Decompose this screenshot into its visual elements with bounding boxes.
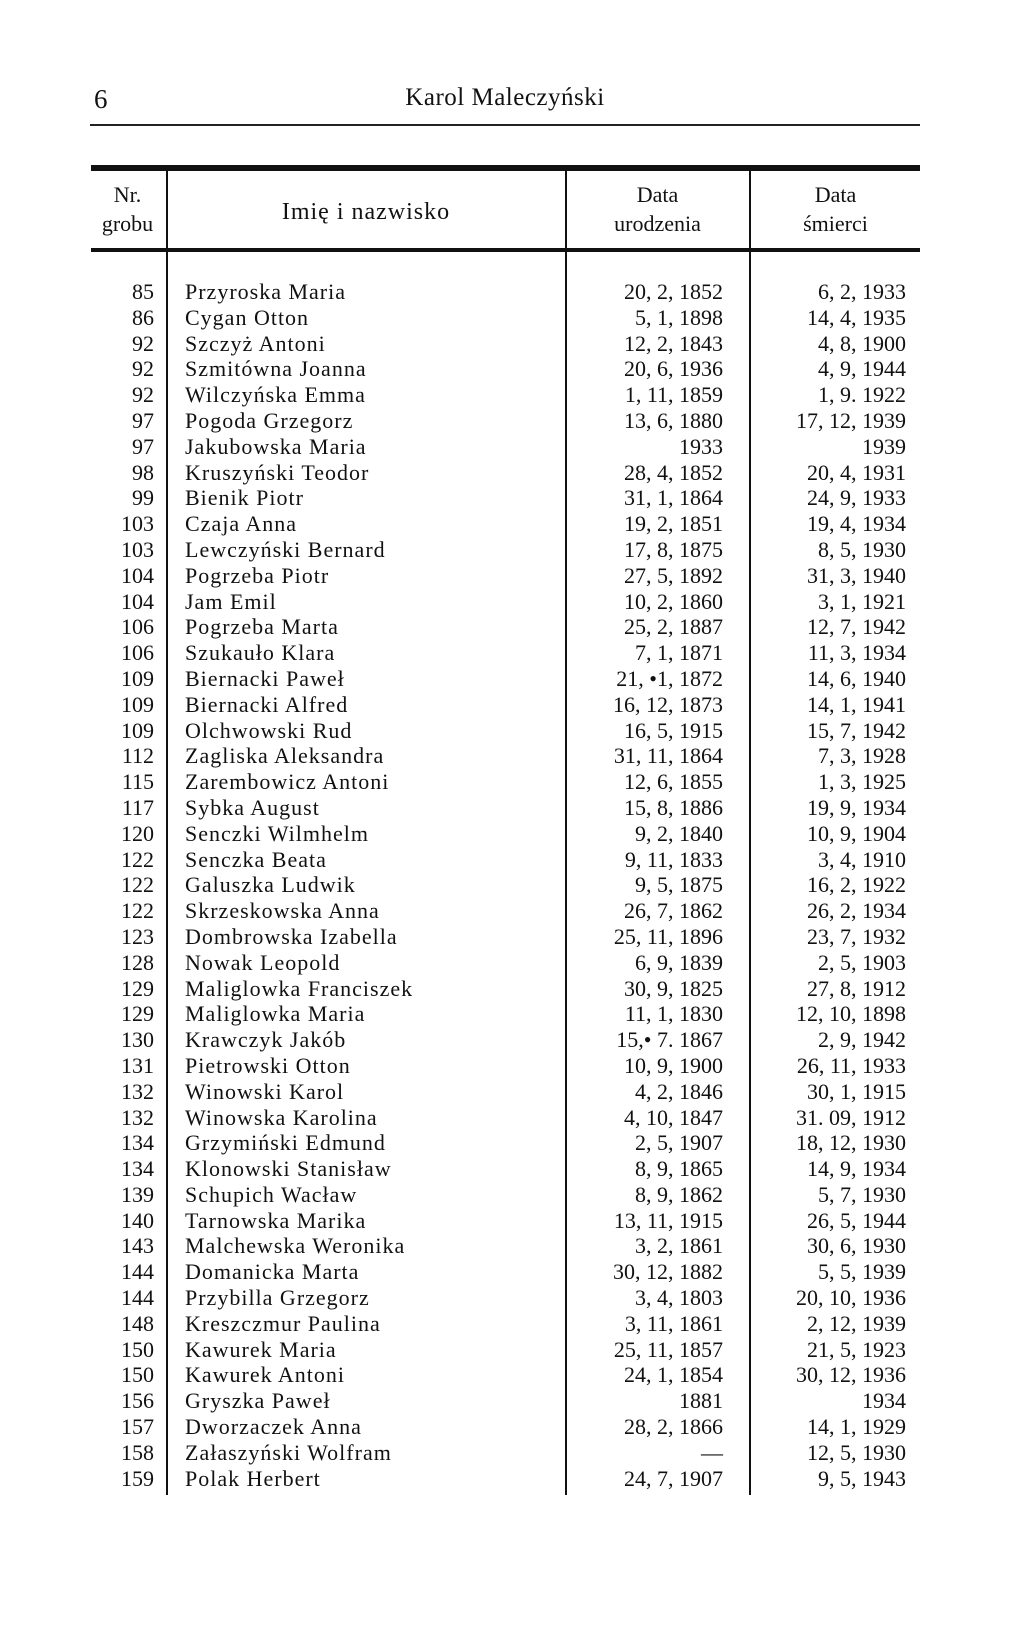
death-date: 3, 4, 1910 (818, 846, 906, 872)
person-name: Jakubowska Maria (185, 433, 367, 459)
birth-date: 9, 11, 1833 (624, 846, 723, 872)
grave-number: 144 (121, 1285, 154, 1311)
birth-date: 26, 7, 1862 (624, 898, 723, 924)
grave-number: 109 (121, 665, 154, 691)
birth-date: 12, 2, 1843 (624, 330, 723, 356)
birth-date: 17, 8, 1875 (624, 536, 723, 562)
grave-number: 106 (121, 614, 154, 640)
table-row (91, 640, 920, 666)
table-row (91, 666, 920, 692)
grave-number: 86 (132, 304, 154, 330)
person-name: Polak Herbert (185, 1465, 321, 1491)
person-name: Schupich Wacław (185, 1181, 358, 1207)
birth-date: 3, 4, 1803 (635, 1285, 723, 1311)
column-header-nr-line1: Nr. (113, 182, 142, 207)
person-name: Szukauło Klara (185, 640, 336, 666)
person-name: Kruszyński Teodor (185, 459, 370, 485)
birth-date: 15, 8, 1886 (624, 794, 723, 820)
person-name: Bienik Piotr (185, 485, 304, 511)
birth-date: 9, 5, 1875 (635, 872, 723, 898)
column-header-name: Imię i nazwisko (281, 199, 451, 225)
grave-number: 109 (121, 717, 154, 743)
birth-date: 10, 9, 1900 (624, 1052, 723, 1078)
grave-number: 150 (121, 1336, 154, 1362)
person-name: Kawurek Maria (185, 1336, 337, 1362)
death-date: 23, 7, 1932 (807, 923, 906, 949)
person-name: Krawczyk Jakób (185, 1027, 347, 1053)
table-row (91, 1105, 920, 1131)
death-date: 1, 3, 1925 (818, 769, 906, 795)
person-name: Klonowski Stanisław (185, 1156, 392, 1182)
death-date: 5, 5, 1939 (818, 1259, 906, 1285)
death-date: 11, 3, 1934 (807, 640, 906, 666)
death-date: 19, 9, 1934 (807, 794, 906, 820)
grave-number: 157 (121, 1414, 154, 1440)
birth-date: 31, 1, 1864 (624, 485, 723, 511)
grave-number: 131 (121, 1052, 154, 1078)
table-row (91, 511, 920, 537)
birth-date: 31, 11, 1864 (613, 743, 723, 769)
person-name: Pogoda Grzegorz (185, 407, 354, 433)
death-date: 30, 1, 1915 (807, 1078, 906, 1104)
person-name: Przybilla Grzegorz (185, 1285, 370, 1311)
column-header-death (751, 180, 920, 238)
birth-date: 8, 9, 1862 (635, 1181, 723, 1207)
death-date: 26, 5, 1944 (807, 1207, 906, 1233)
grave-number: 117 (121, 794, 154, 820)
table-row (91, 485, 920, 511)
death-date: 2, 9, 1942 (818, 1027, 906, 1053)
grave-number: 109 (121, 691, 154, 717)
table-row (91, 1156, 920, 1182)
person-name: Dombrowska Izabella (185, 923, 398, 949)
table-row (91, 614, 920, 640)
birth-date: 7, 1, 1871 (635, 640, 723, 666)
birth-date: 9, 2, 1840 (635, 820, 723, 846)
death-date: 14, 1, 1929 (807, 1414, 906, 1440)
column-header-birth (567, 180, 748, 238)
death-date: 17, 12, 1939 (796, 407, 906, 433)
death-date: 24, 9, 1933 (807, 485, 906, 511)
page-title: Karol Maleczyński (405, 84, 605, 111)
birth-date: 4, 10, 1847 (624, 1104, 723, 1130)
birth-date: 8, 9, 1865 (635, 1156, 723, 1182)
table-row (91, 563, 920, 589)
death-date: 2, 5, 1903 (818, 949, 906, 975)
header-rule (90, 124, 920, 126)
grave-number: 134 (121, 1130, 154, 1156)
person-name: Tarnowska Marika (185, 1207, 367, 1233)
birth-date: 20, 6, 1936 (624, 356, 723, 382)
table-row (91, 821, 920, 847)
death-date: 26, 11, 1933 (796, 1052, 906, 1078)
table-row (91, 898, 920, 924)
table-row (91, 1311, 920, 1337)
table-row (91, 1233, 920, 1259)
grave-number: 134 (121, 1156, 154, 1182)
death-date: 4, 8, 1900 (818, 330, 906, 356)
table-row (91, 331, 920, 357)
grave-number: 140 (121, 1207, 154, 1233)
table-row (91, 279, 920, 305)
birth-date: 13, 6, 1880 (624, 407, 723, 433)
death-date: 4, 9, 1944 (818, 356, 906, 382)
column-header-nr (91, 180, 164, 238)
death-date: 21, 5, 1923 (807, 1336, 906, 1362)
grave-number: 103 (121, 511, 154, 537)
table-row (91, 1362, 920, 1388)
grave-number: 92 (132, 382, 154, 408)
birth-date: 25, 11, 1896 (613, 923, 723, 949)
table-row (91, 1440, 920, 1466)
death-date: 10, 9, 1904 (807, 820, 906, 846)
table-row (91, 305, 920, 331)
death-date: 31, 3, 1940 (807, 562, 906, 588)
death-date: 20, 10, 1936 (796, 1285, 906, 1311)
table-row (91, 1182, 920, 1208)
table-row (91, 976, 920, 1002)
grave-number: 99 (132, 485, 154, 511)
birth-date: 13, 11, 1915 (613, 1207, 723, 1233)
birth-date: 3, 2, 1861 (635, 1233, 723, 1259)
birth-date: 20, 2, 1852 (624, 279, 723, 304)
table-row (91, 692, 920, 718)
death-date: 6, 2, 1933 (818, 279, 906, 304)
table-row (91, 408, 920, 434)
grave-number: 122 (121, 872, 154, 898)
birth-date: 11, 1, 1830 (624, 1001, 723, 1027)
death-date: 12, 10, 1898 (796, 1001, 906, 1027)
table-row (91, 1259, 920, 1285)
person-name: Sybka August (185, 794, 320, 820)
grave-number: 122 (121, 846, 154, 872)
death-date: 3, 1, 1921 (818, 588, 906, 614)
grave-number: 156 (121, 1388, 154, 1414)
person-name: Olchwowski Rud (185, 717, 353, 743)
grave-number: 159 (121, 1465, 154, 1491)
person-name: Kawurek Antoni (185, 1362, 346, 1388)
table-row (91, 1053, 920, 1079)
table-row (91, 1027, 920, 1053)
table-row (91, 924, 920, 950)
death-date: 9, 5, 1943 (818, 1465, 906, 1491)
death-date: 14, 1, 1941 (807, 691, 906, 717)
table-row (91, 589, 920, 615)
table-row (91, 537, 920, 563)
grave-number: 104 (121, 588, 154, 614)
death-date: 16, 2, 1922 (807, 872, 906, 898)
person-name: Domanicka Marta (185, 1259, 360, 1285)
birth-date: 24, 7, 1907 (624, 1465, 723, 1491)
person-name: Dworzaczek Anna (185, 1414, 362, 1440)
person-name: Jam Emil (185, 588, 277, 614)
death-date: 5, 7, 1930 (818, 1181, 906, 1207)
birth-date: 19, 2, 1851 (624, 511, 723, 537)
person-name: Lewczyński Bernard (185, 536, 386, 562)
table-row (91, 460, 920, 486)
death-date: 14, 4, 1935 (807, 304, 906, 330)
grave-number: 129 (121, 1001, 154, 1027)
death-date: 14, 9, 1934 (807, 1156, 906, 1182)
death-date: 30, 6, 1930 (807, 1233, 906, 1259)
table-row (91, 434, 920, 460)
grave-number: 150 (121, 1362, 154, 1388)
birth-date: 3, 11, 1861 (624, 1310, 723, 1336)
person-name: Winowski Karol (185, 1078, 345, 1104)
person-name: Galuszka Ludwik (185, 872, 356, 898)
grave-number: 129 (121, 975, 154, 1001)
grave-number: 123 (121, 923, 154, 949)
person-name: Pietrowski Otton (185, 1052, 351, 1078)
table-row (91, 382, 920, 408)
death-date: 14, 6, 1940 (807, 665, 906, 691)
death-date: 27, 8, 1912 (807, 975, 906, 1001)
person-name: Szmitówna Joanna (185, 356, 367, 382)
table-body (91, 279, 920, 1491)
death-date: 12, 5, 1930 (807, 1439, 906, 1465)
grave-number: 143 (121, 1233, 154, 1259)
table-row (91, 1388, 920, 1414)
person-name: Gryszka Paweł (185, 1388, 331, 1414)
birth-date: 12, 6, 1855 (624, 769, 723, 795)
table-row (91, 872, 920, 898)
grave-number: 103 (121, 536, 154, 562)
death-date: 31. 09, 1912 (796, 1104, 906, 1130)
birth-date: 1, 11, 1859 (624, 382, 723, 408)
birth-date: 21, •1, 1872 (616, 665, 723, 691)
person-name: Senczka Beata (185, 846, 327, 872)
grave-number: 122 (121, 898, 154, 924)
birth-date: 15,• 7. 1867 (616, 1027, 723, 1053)
death-date: 19, 4, 1934 (807, 511, 906, 537)
person-name: Senczki Wilmhelm (185, 820, 369, 846)
birth-date: 5, 1, 1898 (635, 304, 723, 330)
death-date: 2, 12, 1939 (807, 1310, 906, 1336)
death-date: 8, 5, 1930 (818, 536, 906, 562)
person-name: Szczyż Antoni (185, 330, 326, 356)
person-name: Czaja Anna (185, 511, 298, 537)
table-row (91, 769, 920, 795)
grave-number: 132 (121, 1104, 154, 1130)
grave-number: 144 (121, 1259, 154, 1285)
column-header-birth-line2: urodzenia (614, 211, 701, 236)
grave-number: 85 (132, 279, 154, 304)
birth-date: 1881 (679, 1388, 723, 1414)
grave-number: 92 (132, 330, 154, 356)
birth-date: 25, 11, 1857 (613, 1336, 723, 1362)
page-header (90, 76, 920, 120)
person-name: Zagliska Aleksandra (185, 743, 385, 769)
birth-date: 16, 5, 1915 (624, 717, 723, 743)
birth-date: 2, 5, 1907 (635, 1130, 723, 1156)
table-row (91, 1130, 920, 1156)
table-top-rule (91, 165, 920, 171)
grave-number: 97 (132, 407, 154, 433)
birth-date: 1933 (679, 433, 723, 459)
person-name: Biernacki Paweł (185, 665, 345, 691)
grave-number: 115 (121, 769, 154, 795)
death-date: 12, 7, 1942 (807, 614, 906, 640)
grave-number: 139 (121, 1181, 154, 1207)
table-row (91, 950, 920, 976)
person-name: Biernacki Alfred (185, 691, 349, 717)
grave-number: 106 (121, 640, 154, 666)
grave-number: 130 (121, 1027, 154, 1053)
grave-number: 112 (121, 743, 154, 769)
column-header-death-line2: śmierci (803, 211, 868, 236)
grave-number: 104 (121, 562, 154, 588)
birth-date: 27, 5, 1892 (624, 562, 723, 588)
birth-date: 24, 1, 1854 (624, 1362, 723, 1388)
person-name: Malchewska Weronika (185, 1233, 406, 1259)
person-name: Zarembowicz Antoni (185, 769, 390, 795)
death-date: 7, 3, 1928 (818, 743, 906, 769)
column-header-birth-line1: Data (636, 182, 679, 207)
person-name: Wilczyńska Emma (185, 382, 366, 408)
death-date: 20, 4, 1931 (807, 459, 906, 485)
table-row (91, 1414, 920, 1440)
person-name: Nowak Leopold (185, 949, 341, 975)
column-header-death-line1: Data (814, 182, 857, 207)
table-row (91, 1337, 920, 1363)
table-row (91, 847, 920, 873)
person-name: Pogrzeba Piotr (185, 562, 330, 588)
grave-number: 97 (132, 433, 154, 459)
table-row (91, 356, 920, 382)
person-name: Maliglowka Franciszek (185, 975, 414, 1001)
grave-number: 98 (132, 459, 154, 485)
birth-date: 28, 4, 1852 (624, 459, 723, 485)
table-row (91, 743, 920, 769)
table-row (91, 795, 920, 821)
grave-number: 148 (121, 1310, 154, 1336)
table-row (91, 1079, 920, 1105)
grave-number: 120 (121, 820, 154, 846)
person-name: Winowska Karolina (185, 1104, 378, 1130)
birth-date: 25, 2, 1887 (624, 614, 723, 640)
death-date: 30, 12, 1936 (796, 1362, 906, 1388)
death-date: 15, 7, 1942 (807, 717, 906, 743)
table-row (91, 1285, 920, 1311)
death-date: 26, 2, 1934 (807, 898, 906, 924)
birth-date: 30, 12, 1882 (613, 1259, 723, 1285)
page-number: 6 (94, 84, 108, 114)
table-row (91, 1208, 920, 1234)
grave-number: 128 (121, 949, 154, 975)
table-row (91, 1001, 920, 1027)
person-name: Cygan Otton (185, 304, 310, 330)
person-name: Skrzeskowska Anna (185, 898, 380, 924)
person-name: Przyroska Maria (185, 279, 347, 304)
birth-date: 4, 2, 1846 (635, 1078, 723, 1104)
person-name: Grzymiński Edmund (185, 1130, 386, 1156)
person-name: Załaszyński Wolfram (185, 1439, 392, 1465)
birth-date: 16, 12, 1873 (613, 691, 723, 717)
death-date: 1934 (862, 1388, 906, 1414)
grave-number: 158 (121, 1439, 154, 1465)
person-name: Maliglowka Maria (185, 1001, 366, 1027)
table-row (91, 1466, 920, 1492)
grave-number: 92 (132, 356, 154, 382)
grave-number: 132 (121, 1078, 154, 1104)
table-row (91, 718, 920, 744)
death-date: 1, 9. 1922 (818, 382, 906, 408)
birth-date: 30, 9, 1825 (624, 975, 723, 1001)
death-date: 1939 (862, 433, 906, 459)
birth-date: 6, 9, 1839 (635, 949, 723, 975)
column-header-nr-line2: grobu (101, 211, 154, 236)
birth-date: — (701, 1439, 723, 1465)
person-name: Pogrzeba Marta (185, 614, 339, 640)
birth-date: 28, 2, 1866 (624, 1414, 723, 1440)
person-name: Kreszczmur Paulina (185, 1310, 381, 1336)
birth-date: 10, 2, 1860 (624, 588, 723, 614)
table-header-rule (91, 248, 920, 252)
death-date: 18, 12, 1930 (796, 1130, 906, 1156)
